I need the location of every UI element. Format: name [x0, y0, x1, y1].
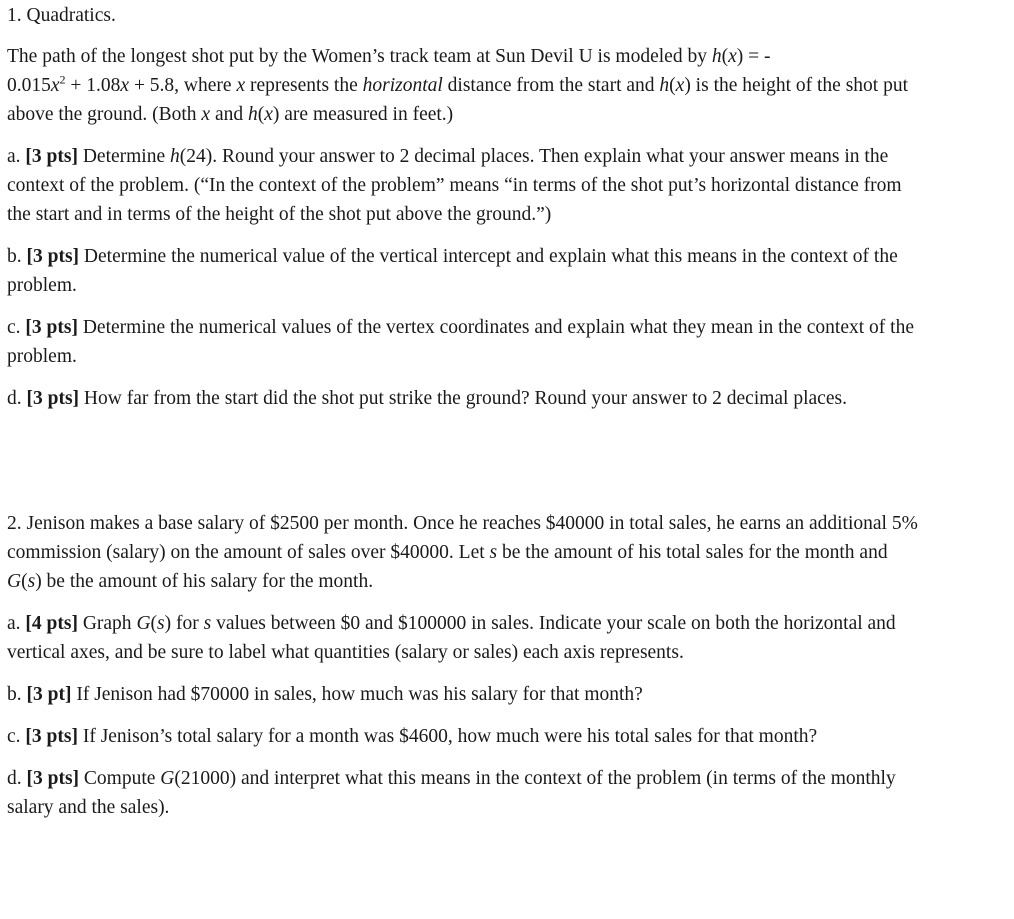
problem-1-heading: 1. Quadratics.: [7, 5, 116, 26]
problem-2-part-d: d. [3 pts] Compute G(21000) and interpret what this means in the context of the problem (in terms of the monthly salary and the sales).: [7, 768, 896, 818]
problem-1-intro: The path of the longest shot put by the Women’s track team at Sun Devil U is modeled by h(x) = - $0.015x^2 + 1.08x + 5.8$, where x represents the horizontal distance from the start and h(x) is the height of the shot put above the ground. (Both x and h(x) are measured in feet.): [7, 46, 908, 125]
problem-2-part-b: b. [3 pt] If Jenison had $70000 in sales, how much was his salary for that month?: [7, 684, 643, 705]
problem-1-part-b: b. [3 pts] Determine the numerical value of the vertical intercept and explain what this means in the context of the problem.: [7, 246, 898, 296]
problem-1-part-c: c. [3 pts] Determine the numerical values of the vertex coordinates and explain what they mean in the context of the problem.: [7, 317, 914, 367]
problem-2-part-c: c. [3 pts] If Jenison’s total salary for a month was $4600, how much were his total sales for that month?: [7, 726, 818, 747]
blank-space: [7, 426, 1014, 509]
problem-1-part-a: a. [3 pts] Determine h(24). Round your answer to 2 decimal places. Then explain what your answer means in the context of the problem. (“In the context of the problem” means “in terms of the shot put’s horizontal distance from the start and in terms of the height of the shot put above the ground.”): [7, 146, 902, 225]
problem-2-part-a: a. [4 pts] Graph G(s) for s values between $0 and $100000 in sales. Indicate your scale on both the horizontal and vertical axes, and be sure to label what quantities (salary or sales) each axis represents.: [7, 613, 896, 663]
problem-2-intro: 2. Jenison makes a base salary of $2500 per month. Once he reaches $40000 in total sales, he earns an additional 5% commission (salary) on the amount of sales over $40000. Let s be the amount of his total sales for the month and G(s) be the amount of his salary for the month.: [7, 513, 918, 592]
problem-1-part-d: d. [3 pts] How far from the start did the shot put strike the ground? Round your answer to 2 decimal places.: [7, 388, 847, 409]
